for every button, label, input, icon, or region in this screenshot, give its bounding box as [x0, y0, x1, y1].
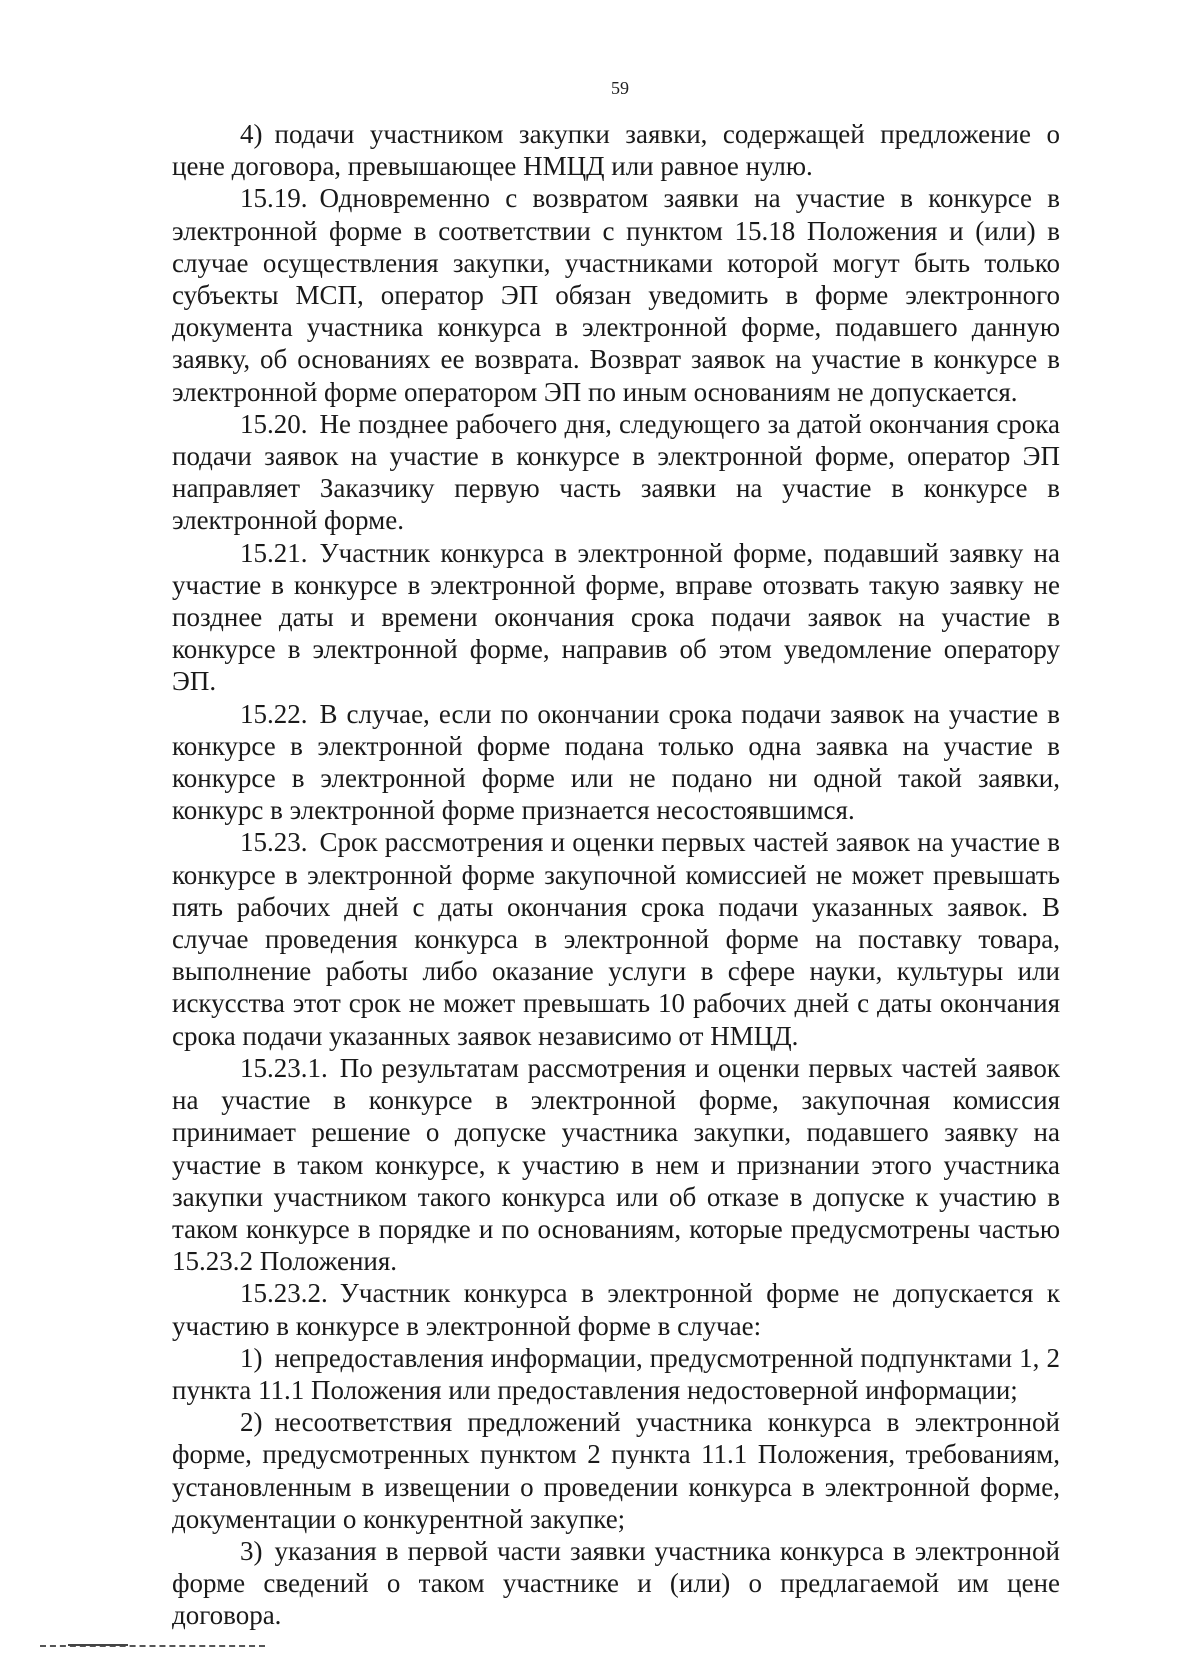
paragraph-text: Одновременно с возвратом заявки на участие в конкурсе в электронной форме в соответствии с пунктом 15.18 Положения и (или) в случае осуществления закупки, участниками которой могут быть только субъекты МСП, оператор ЭП обязан уведомить в форме электронного документа участника конкурса в электронной форме, подавшего данную заявку, об основаниях ее возврата. Возврат заявок на участие в конкурсе в электронной форме оператором ЭП по иным основаниям не допускается.	[172, 183, 1060, 407]
paragraph-text: непредоставления информации, предусмотренной подпунктами 1, 2 пункта 11.1 Положения или предоставления недостоверной информации;	[172, 1342, 1060, 1405]
paragraph-15-20	[172, 408, 1060, 537]
paragraph-text: указания в первой части заявки участника конкурса в электронной форме сведений о таком участнике и (или) о предлагаемой им цене договора.	[172, 1535, 1060, 1631]
paragraph-text: Срок рассмотрения и оценки первых частей заявок на участие в конкурсе в электронной форме закупочной комиссией не может превышать пять рабочих дней с даты окончания срока подачи указанных заявок. В случае проведения конкурса в электронной форме на поставку товара, выполнение работы либо оказание услуги в сфере науки, культуры или искусства этот срок не может превышать 10 рабочих дней с даты окончания срока подачи указанных заявок независимо от НМЦД.	[172, 827, 1060, 1051]
paragraph-number: 15.20.	[240, 408, 308, 439]
paragraph-15-19	[172, 182, 1060, 407]
paragraph-number: 15.21.	[240, 537, 308, 568]
paragraph-number: 15.23.	[240, 827, 308, 858]
paragraph-number: 1)	[240, 1342, 263, 1373]
paragraph-number: 3)	[240, 1535, 263, 1566]
paragraph-text: подачи участником закупки заявки, содержащей предложение о цене договора, превышающее НМЦД или равное нулю.	[172, 119, 1060, 182]
document-body	[172, 118, 1060, 1632]
paragraph-number: 15.23.2.	[240, 1278, 328, 1309]
paragraph-text: несоответствия предложений участника конкурса в электронной форме, предусмотренных пунктом 2 пункта 11.1 Положения, требованиям, установленным в извещении о проведении конкурса в электронной форме, документации о конкурентной закупке;	[172, 1407, 1060, 1534]
paragraph-item-4	[172, 118, 1060, 182]
paragraph-text: По результатам рассмотрения и оценки первых частей заявок на участие в конкурсе в электронной форме, закупочная комиссия принимает решение о допуске участника закупки, подавшего заявку на участие в таком конкурсе, к участию в нем и признании этого участника закупки участником такого конкурса или об отказе в допуске к участию в таком конкурсе в порядке и по основаниям, которые предусмотрены частью 15.23.2 Положения.	[172, 1052, 1060, 1277]
paragraph-15-23	[172, 826, 1060, 1051]
paragraph-15-23-1	[172, 1052, 1060, 1277]
paragraph-15-23-2	[172, 1277, 1060, 1341]
paragraph-text: Участник конкурса в электронной форме не допускается к участию в конкурсе в электронной форме в случае:	[172, 1278, 1060, 1341]
paragraph-subitem-3	[172, 1535, 1060, 1632]
paragraph-number: 15.23.1.	[240, 1052, 328, 1083]
footer-divider-segment	[68, 1644, 128, 1646]
paragraph-subitem-2	[172, 1406, 1060, 1535]
paragraph-text: В случае, если по окончании срока подачи заявок на участие в конкурсе в электронной форме подана только одна заявка на участие в конкурсе в электронной форме или не подано ни одной такой заявки, конкурс в электронной форме признается несостоявшимся.	[172, 698, 1060, 826]
paragraph-text: Участник конкурса в электронной форме, подавший заявку на участие в конкурсе в электронной форме, вправе отозвать такую заявку не позднее даты и времени окончания срока подачи заявок на участие в конкурсе в электронной форме, направив об этом уведомление оператору ЭП.	[172, 537, 1060, 697]
paragraph-number: 4)	[240, 119, 263, 149]
paragraph-number: 15.22.	[240, 698, 308, 729]
paragraph-15-22	[172, 698, 1060, 827]
paragraph-text: Не позднее рабочего дня, следующего за датой окончания срока подачи заявок на участие в конкурсе в электронной форме, оператор ЭП направляет Заказчику первую часть заявки на участие в конкурсе в электронной форме.	[172, 408, 1060, 536]
paragraph-15-21	[172, 537, 1060, 698]
paragraph-number: 2)	[240, 1407, 263, 1438]
paragraph-number: 15.19.	[240, 183, 308, 214]
paragraph-subitem-1	[172, 1342, 1060, 1406]
page-number: 59	[611, 78, 629, 98]
